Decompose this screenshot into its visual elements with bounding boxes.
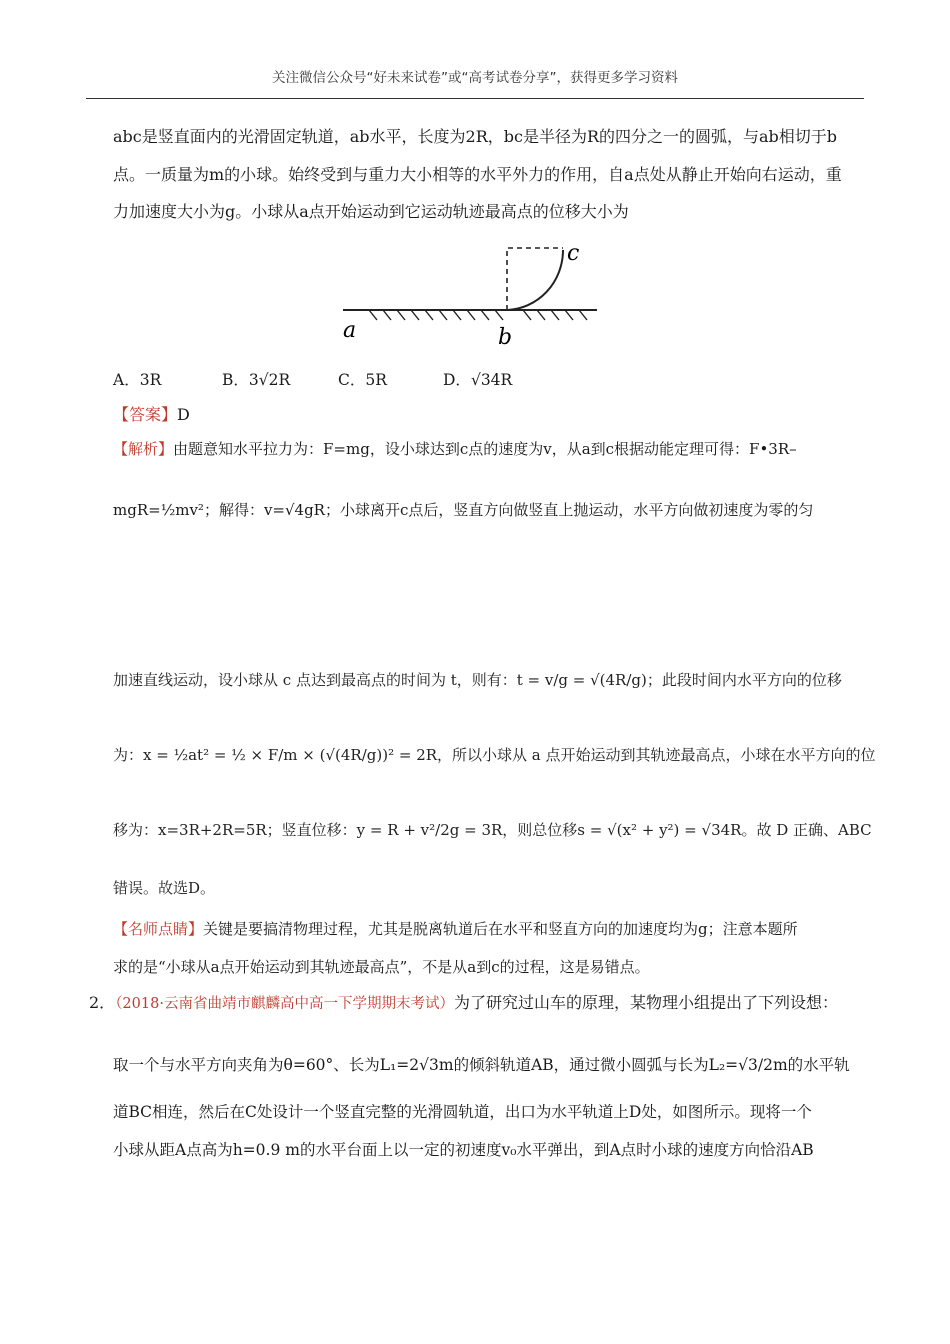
header-divider: [86, 98, 864, 99]
label-b: b: [498, 325, 513, 350]
option-b[interactable]: B．3√2R: [222, 371, 291, 389]
label-c: c: [567, 241, 580, 266]
q1-line-1: abc是竖直面内的光滑固定轨道，ab水平，长度为2R，bc是半径为R的四分之一的圆弧，与ab相切于b: [113, 127, 838, 146]
analysis-line-2: mgR=½mv²；解得：v=√4gR；小球离开c点后，竖直方向做竖直上抛运动，水平方向做初速度为零的匀: [113, 501, 814, 519]
analysis-line-3: 加速直线运动，设小球从 c 点达到最高点的时间为 t，则有：t = v/g = √(4R/g)；此段时间内水平方向的位移: [113, 671, 842, 689]
option-a[interactable]: A．3R: [113, 371, 162, 389]
answer-value: D: [177, 405, 190, 424]
label-a: a: [343, 318, 357, 343]
q1-line-3: 力加速度大小为g。小球从a点开始运动到它运动轨迹最高点的位移大小为: [113, 202, 629, 221]
tip-line-2: 求的是“小球从a点开始运动到其轨迹最高点”，不是从a到c的过程，这是易错点。: [113, 958, 650, 976]
answer-line: [113, 405, 190, 425]
q2-line-2: 取一个与水平方向夹角为θ=60°、长为L₁=2√3m的倾斜轨道AB，通过微小圆弧与长为L₂=√3/2m的水平轨: [113, 1056, 850, 1074]
track-figure: [335, 240, 605, 352]
q2-line-4: 小球从距A点高为h=0.9 m的水平台面上以一定的初速度v₀水平弹出，到A点时小球的速度方向恰沿AB: [113, 1141, 814, 1159]
analysis-line-6: 错误。故选D。: [113, 879, 216, 897]
tip-line-1: 【名师点睛】关键是要搞清物理过程，尤其是脱离轨道后在水平和竖直方向的加速度均为g；注意本题所: [113, 920, 798, 938]
q2-source: （2018·云南省曲靖市麒麟高中高一下学期期末考试）: [115, 996, 454, 1012]
option-d[interactable]: D．√34R: [443, 371, 513, 389]
analysis-tag: 【解析】: [113, 440, 174, 458]
option-c[interactable]: C．5R: [338, 371, 387, 389]
answer-tag: 【答案】: [113, 405, 178, 424]
q2-line-3: 道BC相连，然后在C处设计一个竖直完整的光滑圆轨道，出口为水平轨道上D处，如图所示。现将一个: [113, 1103, 812, 1121]
tip-tag: 【名师点睛】: [113, 920, 204, 938]
analysis-line-4: 为：x = ½at² = ½ × F/m × (√(4R/g))² = 2R，所以小球从 a 点开始运动到其轨迹最高点，小球在水平方向的位: [113, 746, 876, 764]
q1-line-2: 点。一质量为m的小球。始终受到与重力大小相等的水平外力的作用，自a点处从静止开始向右运动，重: [113, 165, 842, 184]
q2-number: 2．: [89, 993, 116, 1012]
page-header: 关注微信公众号“好未来试卷”或“高考试卷分享”，获得更多学习资料: [272, 70, 678, 86]
analysis-line-1: 【解析】由题意知水平拉力为：F=mg，设小球达到c点的速度为v，从a到c根据动能定理可得：F•3R–: [113, 440, 797, 458]
analysis-line-5: 移为：x=3R+2R=5R；竖直位移：y = R + v²/2g = 3R，则总位移s = √(x² + y²) = √34R。故 D 正确、ABC: [113, 821, 872, 839]
q2-line-1: 2．（2018·云南省曲靖市麒麟高中高一下学期期末考试）为了研究过山车的原理，某物理小组提出了下列设想：: [89, 993, 838, 1012]
